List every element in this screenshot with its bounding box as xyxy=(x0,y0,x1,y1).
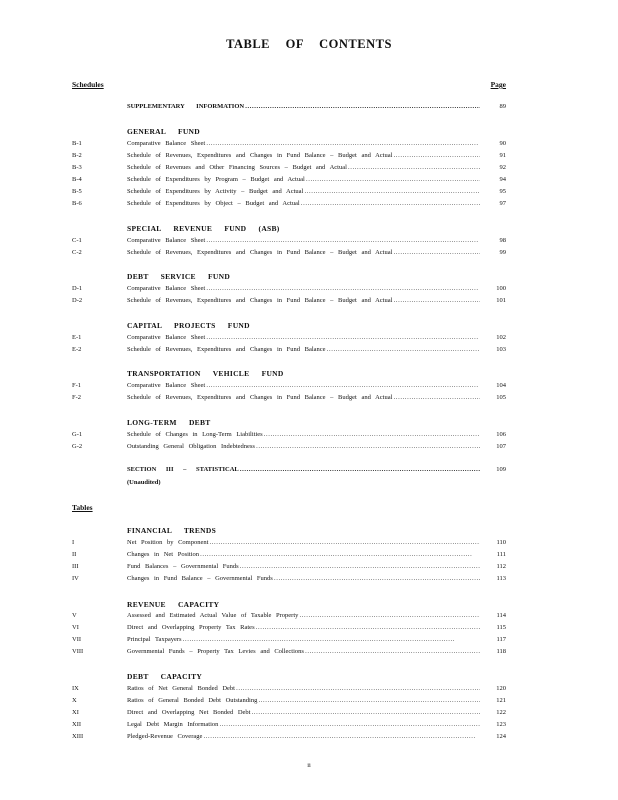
entry-code: B-3 xyxy=(72,164,82,171)
entry-code: V xyxy=(72,612,77,619)
toc-entry[interactable] xyxy=(0,563,618,573)
entry-text: Schedule of Changes in Long-Term Liabilities . . . xyxy=(127,431,506,438)
entry-code: F-2 xyxy=(72,394,82,401)
page-title: TABLE OF CONTENTS xyxy=(226,37,392,51)
entry-text: Comparative Balance Sheet . . . xyxy=(127,334,506,341)
entry-page: 90 xyxy=(480,140,506,147)
section-heading-debt-capacity: DEBT CAPACITY xyxy=(127,672,203,681)
schedules-column-header: Schedules xyxy=(72,80,104,89)
entry-text: Schedule of Revenues, Expenditures and Changes in Fund Balance – Budget and Actual . . . xyxy=(127,394,506,401)
entry-text: Comparative Balance Sheet . . . xyxy=(127,140,506,147)
entry-page: 114 xyxy=(480,612,506,619)
entry-text: SECTION III – STATISTICAL . . . xyxy=(127,466,506,473)
page-column-header: Page xyxy=(490,80,506,89)
section-heading-debt-service: DEBT SERVICE FUND xyxy=(127,272,231,281)
entry-page: 104 xyxy=(480,382,506,389)
toc-entry[interactable] xyxy=(0,237,618,247)
entry-page: 121 xyxy=(480,697,506,704)
entry-page: 115 xyxy=(480,624,506,631)
entry-text: Assessed and Estimated Actual Value of Taxable Property . . . xyxy=(127,612,506,619)
section-heading-revenue-capacity: REVENUE CAPACITY xyxy=(127,600,220,609)
entry-code: D-2 xyxy=(72,297,83,304)
toc-entry[interactable] xyxy=(0,346,618,356)
entry-code: F-1 xyxy=(72,382,82,389)
toc-entry[interactable] xyxy=(0,443,618,453)
entry-code: XI xyxy=(72,709,79,716)
entry-code: E-1 xyxy=(72,334,82,341)
entry-code: IV xyxy=(72,575,79,582)
entry-page: 101 xyxy=(480,297,506,304)
toc-entry[interactable] xyxy=(0,575,618,585)
toc-entry[interactable] xyxy=(0,200,618,210)
toc-entry[interactable] xyxy=(0,648,618,658)
entry-code: D-1 xyxy=(72,285,83,292)
entry-code: II xyxy=(72,551,77,558)
entry-page: 110 xyxy=(480,539,506,546)
entry-page: 106 xyxy=(480,431,506,438)
toc-entry[interactable] xyxy=(0,249,618,259)
entry-text: Schedule of Revenues, Expenditures and Changes in Fund Balance – Budget and Actual . . . xyxy=(127,297,506,304)
entry-code: C-2 xyxy=(72,249,82,256)
entry-text: Ratios of General Bonded Debt Outstanding . . . xyxy=(127,697,506,704)
section-heading-financial-trends: FINANCIAL TRENDS xyxy=(127,526,217,535)
entry-page: 122 xyxy=(480,709,506,716)
toc-entry[interactable] xyxy=(0,733,618,743)
page-number: ii xyxy=(307,762,311,769)
entry-page: 107 xyxy=(480,443,506,450)
entry-code: VII xyxy=(72,636,82,643)
entry-code: VI xyxy=(72,624,79,631)
entry-text: Schedule of Expenditures by Activity – Budget and Actual . . . xyxy=(127,188,506,195)
entry-text: Ratios of Net General Bonded Debt . . . xyxy=(127,685,506,692)
entry-page: 103 xyxy=(480,346,506,353)
entry-text: Schedule of Expenditures by Object – Budget and Actual . . . xyxy=(127,200,506,207)
section-heading-special-revenue: SPECIAL REVENUE FUND (ASB) xyxy=(127,224,280,233)
entry-code: B-1 xyxy=(72,140,82,147)
entry-page: 102 xyxy=(480,334,506,341)
entry-page: 123 xyxy=(480,721,506,728)
entry-text: Schedule of Revenues, Expenditures and Changes in Fund Balance – Budget and Actual . . . xyxy=(127,152,506,159)
section-heading-long-term-debt: LONG-TERM DEBT xyxy=(127,418,211,427)
entry-code: XIII xyxy=(72,733,84,740)
entry-code: G-1 xyxy=(72,431,83,438)
entry-page: 94 xyxy=(480,176,506,183)
entry-text: Schedule of Expenditures by Program – Budget and Actual . . . xyxy=(127,176,506,183)
section-heading-capital-projects: CAPITAL PROJECTS FUND xyxy=(127,321,250,330)
toc-entry[interactable] xyxy=(0,164,618,174)
toc-entry[interactable] xyxy=(0,188,618,198)
entry-page: 124 xyxy=(480,733,506,740)
entry-code: G-2 xyxy=(72,443,83,450)
section-heading-general-fund: GENERAL FUND xyxy=(127,127,200,136)
entry-code: X xyxy=(72,697,77,704)
entry-text: Outstanding General Obligation Indebtedness . . . xyxy=(127,443,506,450)
toc-entry[interactable] xyxy=(0,551,618,561)
entry-text: SUPPLEMENTARY INFORMATION . . . xyxy=(127,103,506,110)
toc-entry[interactable] xyxy=(0,382,618,392)
entry-page: 92 xyxy=(480,164,506,171)
entry-page: 111 xyxy=(480,551,506,558)
toc-entry[interactable] xyxy=(0,466,618,476)
entry-text: Changes in Fund Balance – Governmental Funds . . . xyxy=(127,575,506,582)
entry-page: 112 xyxy=(480,563,506,570)
toc-entry[interactable] xyxy=(0,709,618,719)
entry-text: Net Position by Component . . . xyxy=(127,539,506,546)
entry-text: Schedule of Revenues, Expenditures and Changes in Fund Balance . . . xyxy=(127,346,506,353)
entry-page: 91 xyxy=(480,152,506,159)
entry-text: Direct and Overlapping Net Bonded Debt . . . xyxy=(127,709,506,716)
toc-entry[interactable] xyxy=(0,624,618,634)
toc-entry[interactable] xyxy=(0,285,618,295)
entry-text: Pledged-Revenue Coverage . . . xyxy=(127,733,506,740)
entry-page: 89 xyxy=(480,103,506,110)
entry-page: 98 xyxy=(480,237,506,244)
entry-code: B-5 xyxy=(72,188,82,195)
entry-text: Fund Balances – Governmental Funds . . . xyxy=(127,563,506,570)
entry-code: XII xyxy=(72,721,82,728)
entry-text: Schedule of Revenues, Expenditures and Changes in Fund Balance – Budget and Actual . . . xyxy=(127,249,506,256)
entry-text: Comparative Balance Sheet . . . xyxy=(127,285,506,292)
toc-entry[interactable] xyxy=(0,297,618,307)
toc-entry[interactable] xyxy=(0,539,618,549)
entry-code: B-6 xyxy=(72,200,82,207)
entry-code: IX xyxy=(72,685,79,692)
toc-entry[interactable] xyxy=(0,152,618,162)
entry-page: 97 xyxy=(480,200,506,207)
entry-page: 117 xyxy=(480,636,506,643)
unaudited-note: (Unaudited) xyxy=(127,479,161,486)
toc-entry[interactable] xyxy=(0,334,618,344)
tables-column-header: Tables xyxy=(72,503,93,512)
entry-text: Legal Debt Margin Information . . . xyxy=(127,721,506,728)
entry-code: B-4 xyxy=(72,176,82,183)
entry-page: 109 xyxy=(480,466,506,473)
entry-page: 118 xyxy=(480,648,506,655)
toc-entry[interactable] xyxy=(0,612,618,622)
entry-code: E-2 xyxy=(72,346,82,353)
toc-entry[interactable] xyxy=(0,697,618,707)
entry-code: III xyxy=(72,563,79,570)
entry-text: Comparative Balance Sheet . . . xyxy=(127,382,506,389)
entry-text: Changes in Net Position . . . xyxy=(127,551,506,558)
toc-entry[interactable] xyxy=(0,431,618,441)
entry-code: C-1 xyxy=(72,237,82,244)
entry-page: 105 xyxy=(480,394,506,401)
toc-entry[interactable] xyxy=(0,140,618,150)
entry-text: Principal Taxpayers . . . xyxy=(127,636,506,643)
toc-entry[interactable] xyxy=(0,685,618,695)
entry-code: B-2 xyxy=(72,152,82,159)
entry-text: Comparative Balance Sheet . . . xyxy=(127,237,506,244)
toc-entry[interactable] xyxy=(0,636,618,646)
section-heading-transportation: TRANSPORTATION VEHICLE FUND xyxy=(127,369,284,378)
entry-page: 113 xyxy=(480,575,506,582)
entry-page: 99 xyxy=(480,249,506,256)
toc-entry[interactable] xyxy=(0,721,618,731)
entry-code: VIII xyxy=(72,648,84,655)
entry-text: Governmental Funds – Property Tax Levies and Collections . . . xyxy=(127,648,506,655)
entry-text: Direct and Overlapping Property Tax Rates . . . xyxy=(127,624,506,631)
entry-page: 100 xyxy=(480,285,506,292)
toc-entry[interactable] xyxy=(0,394,618,404)
toc-entry[interactable] xyxy=(0,103,618,113)
toc-entry[interactable] xyxy=(0,176,618,186)
entry-page: 95 xyxy=(480,188,506,195)
entry-code: I xyxy=(72,539,75,546)
entry-text: Schedule of Revenues and Other Financing Sources – Budget and Actual . . . xyxy=(127,164,506,171)
entry-page: 120 xyxy=(480,685,506,692)
